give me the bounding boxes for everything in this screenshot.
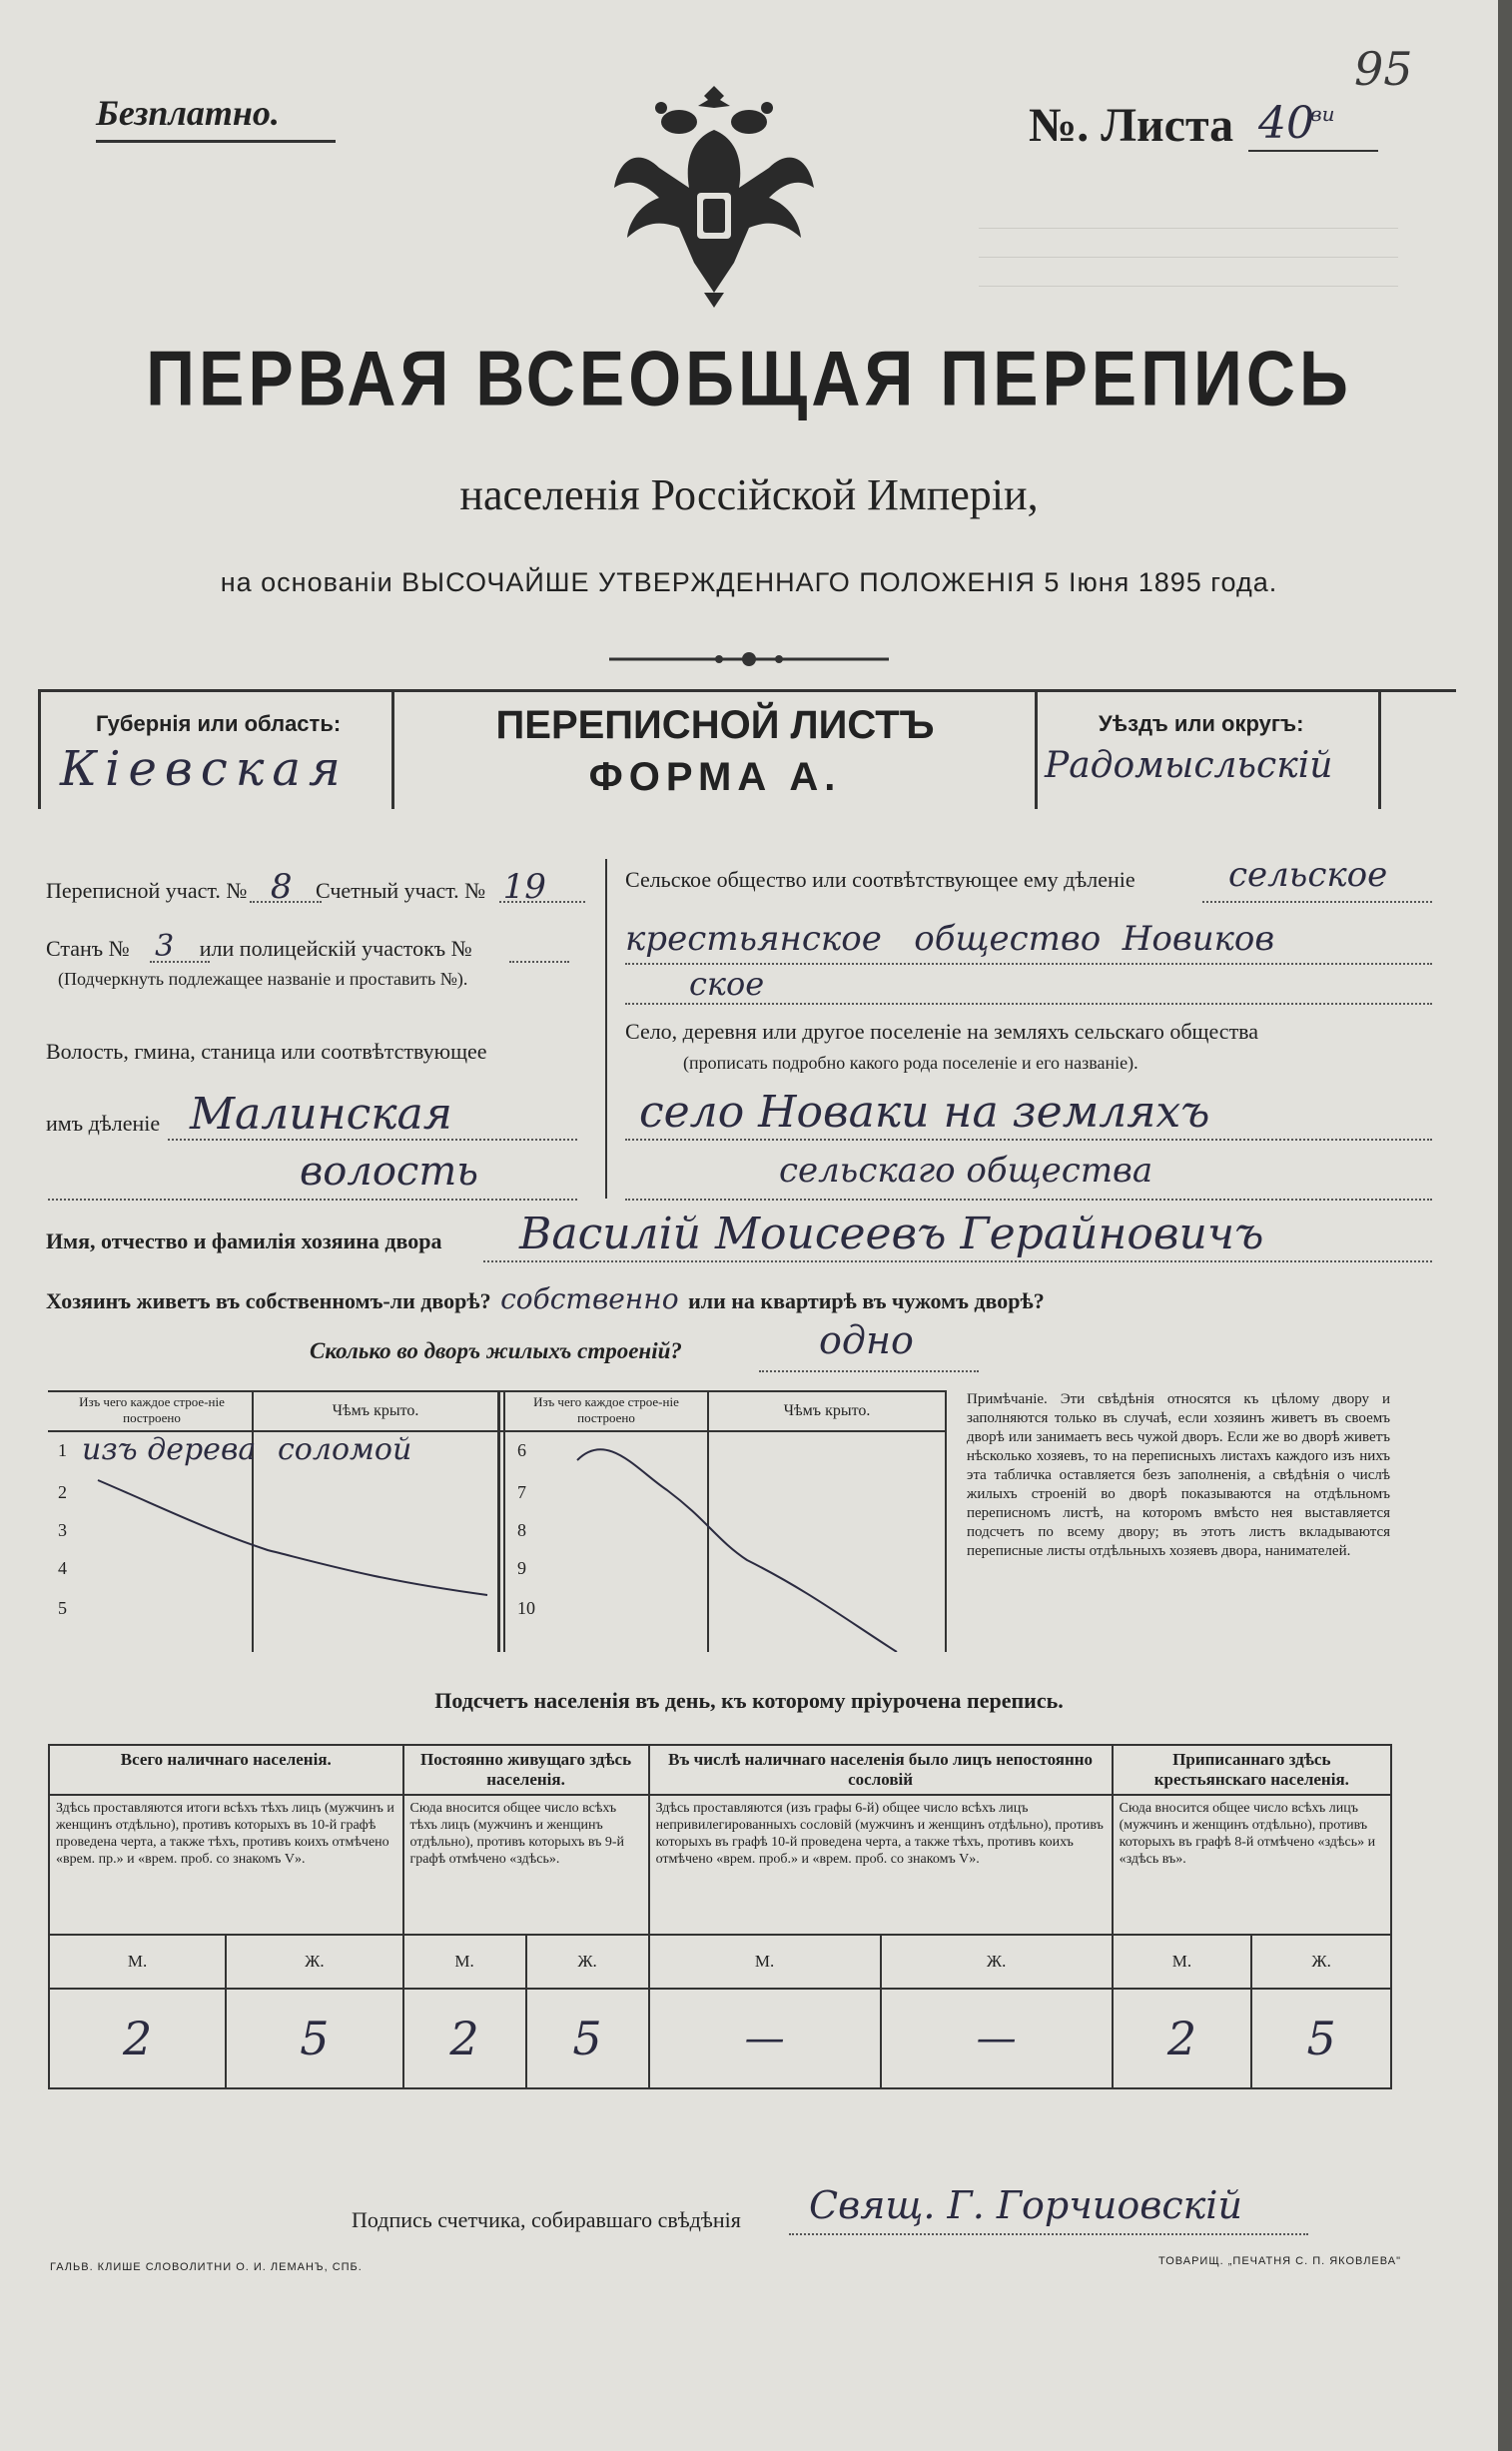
col2-title-text: Постоянно живущаго здѣсь населенія. bbox=[419, 1750, 632, 1789]
col4-f-value bbox=[1251, 1989, 1391, 2088]
stan-underline bbox=[150, 961, 210, 963]
community-underline-3 bbox=[625, 1003, 1432, 1005]
sheet-number-text: №. Листа bbox=[1029, 99, 1234, 152]
village-label: Село, деревня или другое поселеніе на земляхъ сельскаго общества bbox=[625, 1019, 1259, 1044]
volost-underline-2 bbox=[48, 1199, 577, 1201]
population-heading: Подсчетъ населенія въ день, къ которому пріурочена перепись. bbox=[434, 1688, 1064, 1713]
row-num-1: 1 bbox=[58, 1440, 67, 1460]
residence-value: собственно bbox=[500, 1282, 679, 1315]
census-section-label: Переписной участ. № bbox=[46, 878, 248, 903]
roof-header-left: Чѣмъ крыто. bbox=[332, 1402, 419, 1419]
form-header-right-divider bbox=[1035, 689, 1038, 809]
col1-f-label: Ж. bbox=[226, 1935, 402, 1989]
row-num-7: 7 bbox=[517, 1482, 526, 1502]
col1-m-label: М. bbox=[49, 1935, 226, 1989]
sheet-number-value: 40 bbox=[1258, 98, 1314, 149]
volost-underline-1 bbox=[168, 1139, 577, 1141]
form-title: ПЕРЕПИСНОЙ ЛИСТЪ bbox=[495, 703, 935, 747]
residence-label-2: или на квартирѣ въ чужомъ дворѣ? bbox=[688, 1288, 1045, 1313]
form-header-right-edge bbox=[1378, 689, 1381, 809]
form-subtitle: ФОРМА А. bbox=[588, 755, 842, 799]
stan-field bbox=[46, 929, 472, 964]
col1-f-value bbox=[226, 1989, 402, 2088]
stan-or-label: или полицейскій участокъ № bbox=[199, 936, 472, 961]
population-table bbox=[48, 1744, 1392, 2089]
village-underline-1 bbox=[625, 1139, 1432, 1141]
counting-section-value: 19 bbox=[502, 867, 546, 907]
col1-m-value-text: 2 bbox=[122, 2012, 153, 2065]
col2-f-label: Ж. bbox=[526, 1935, 649, 1989]
col2-f-value-text: 5 bbox=[572, 2012, 602, 2065]
row-num-2: 2 bbox=[58, 1482, 67, 1502]
main-title: ПЕРВАЯ ВСЕОБЩАЯ ПЕРЕПИСЬ bbox=[146, 335, 1352, 422]
volost-label-1: Волость, гмина, станица или соотвѣтствующее bbox=[46, 1039, 487, 1064]
residence-label-1: Хозяинъ живетъ въ собственномъ-ли дворѣ? bbox=[46, 1288, 491, 1313]
footer-left: ГАЛЬВ. КЛИШЕ СЛОВОЛИТНИ О. И. ЛЕМАНЪ, СПБ. bbox=[50, 2261, 363, 2273]
owner-name-value: Василій Моисеевъ Герайновичъ bbox=[519, 1209, 1264, 1259]
row-num-10: 10 bbox=[517, 1598, 535, 1618]
free-underline bbox=[96, 140, 336, 143]
col2-f-value bbox=[526, 1989, 649, 2088]
buildings-table bbox=[48, 1390, 947, 1652]
col2-title bbox=[403, 1745, 649, 1795]
col4-f-value-text: 5 bbox=[1306, 2012, 1336, 2065]
fields-divider bbox=[605, 859, 607, 1199]
buildings-label: Сколько во дворъ жилыхъ строеній? bbox=[310, 1338, 682, 1363]
village-value-1: село Новаки на земляхъ bbox=[639, 1087, 1210, 1138]
col1-desc bbox=[49, 1795, 403, 1935]
row-num-3: 3 bbox=[58, 1520, 67, 1540]
buildings-underline bbox=[759, 1370, 979, 1372]
community-value-1: сельское bbox=[1228, 855, 1388, 895]
col3-m-value-text: — bbox=[744, 2016, 785, 2061]
owner-name-label: Имя, отчество и фамилія хозяина двора bbox=[46, 1228, 442, 1253]
row-num-4: 4 bbox=[58, 1558, 67, 1578]
col3-title bbox=[649, 1745, 1113, 1795]
col3-f-value-text: — bbox=[976, 2016, 1017, 2061]
district-value: Радомысльскій bbox=[1045, 745, 1333, 786]
sheet-number-underline bbox=[1248, 150, 1378, 152]
col4-title-text: Приписаннаго здѣсь крестьянскаго населенія. bbox=[1153, 1750, 1349, 1789]
census-section-value: 8 bbox=[270, 867, 293, 907]
subtitle: населенія Россійской Имперіи, bbox=[459, 470, 1039, 519]
col4-m-label: М. bbox=[1113, 1935, 1252, 1989]
form-header-left-edge bbox=[38, 689, 41, 809]
col3-f-label: Ж. bbox=[881, 1935, 1113, 1989]
volost-label-2: имъ дѣленіе bbox=[46, 1111, 161, 1136]
province-value: Кіевская bbox=[60, 741, 349, 797]
row-num-9: 9 bbox=[517, 1558, 526, 1578]
buildings-note: Примѣчаніе. Эти свѣдѣнія относятся къ цѣлому двору и заполняются только въ случаѣ, если хозяинъ живетъ въ своемъ дворѣ или занимаетъ весь чужой дворъ. Если же во дворѣ живетъ нѣсколько хозяевъ, то на переписныхъ листахъ каждого изъ нихъ эта табличка оставляется безъ заполненія, а свѣдѣнія о числѣ жилыхъ строеній во дворѣ показываются на отдѣльномъ переписномъ листѣ, на которомъ вмѣсто нея выставляется подсчетъ по всему двору; въ этотъ листъ вкладываются переписные листы отдѣльныхъ хозяевъ двора, нанимателей. bbox=[967, 1391, 1390, 1559]
community-value-3: ское bbox=[689, 965, 765, 1003]
district-label: Уѣздъ или округъ: bbox=[1099, 711, 1304, 736]
sheet-number-suffix: ви bbox=[1310, 102, 1335, 126]
strike-through-marks bbox=[48, 1390, 947, 1652]
footer-right: ТОВАРИЩ. „ПЕЧАТНЯ С. П. ЯКОВЛЕВА" bbox=[1158, 2255, 1401, 2267]
col2-m-value-text: 2 bbox=[449, 2012, 479, 2065]
page-mark: 95 bbox=[1354, 42, 1413, 96]
row-num-8: 8 bbox=[517, 1520, 526, 1540]
col3-desc bbox=[649, 1795, 1113, 1935]
double-headed-eagle-emblem bbox=[599, 78, 829, 318]
signature-label: Подпись счетчика, собиравшаго свѣдѣнія bbox=[352, 2207, 741, 2232]
material-header-right: Изъ чего каждое строе-ніе построено bbox=[533, 1394, 679, 1425]
col4-title bbox=[1113, 1745, 1391, 1795]
material-header-left: Изъ чего каждое строе-ніе построено bbox=[79, 1394, 225, 1425]
volost-value-2: волость bbox=[300, 1149, 479, 1195]
village-note: (прописать подробно какого рода поселеніе и его названіе). bbox=[683, 1053, 1138, 1073]
signature-value: Свящ. Г. Горчиовскій bbox=[809, 2183, 1242, 2227]
form-header-top-rule bbox=[38, 689, 1456, 692]
village-underline-2 bbox=[625, 1199, 1432, 1201]
col2-m-value bbox=[403, 1989, 526, 2088]
col4-m-value bbox=[1113, 1989, 1252, 2088]
page-edge bbox=[1498, 0, 1512, 2451]
row1-material: изъ дерева bbox=[82, 1432, 257, 1467]
col1-desc-text: Здѣсь проставляются итоги всѣхъ тѣхъ лицъ (мужчинъ и женщинъ отдѣльно), противъ которыхъ въ 10-й графѣ проведена черта, а также тѣхъ, противъ коихъ отмѣчено «врем. пр.» и «врем. проб. со знакомъ V». bbox=[56, 1801, 394, 1867]
col3-m-value bbox=[649, 1989, 881, 2088]
col1-title-text: Всего наличнаго населенія. bbox=[120, 1750, 332, 1769]
signature-underline bbox=[789, 2233, 1308, 2235]
col4-desc bbox=[1113, 1795, 1391, 1935]
community-value-2: крестьянское общество Новиков bbox=[625, 919, 1275, 959]
volost-value-1: Малинская bbox=[190, 1089, 452, 1140]
col3-title-text: Въ числѣ наличнаго населенія было лицъ непостоянно сословій bbox=[668, 1750, 1094, 1789]
free-label: Безплатно. bbox=[96, 93, 280, 133]
legal-basis: на основаніи ВЫСОЧАЙШЕ УТВЕРЖДЕННАГО ПОЛОЖЕНІЯ 5 Іюня 1895 года. bbox=[220, 567, 1278, 597]
col4-desc-text: Сюда вносится общее число всѣхъ лицъ (мужчинъ и женщинъ отдѣльно), противъ которыхъ въ графѣ 8-й отмѣчено «здѣсь» и «здѣсь въ». bbox=[1119, 1801, 1376, 1867]
village-value-2: сельскаго общества bbox=[779, 1151, 1153, 1191]
community-underline-1 bbox=[1202, 901, 1432, 903]
province-label: Губернія или область: bbox=[96, 711, 342, 736]
counting-section-underline bbox=[499, 901, 585, 903]
ornament-divider bbox=[599, 647, 899, 671]
stan-note: (Подчеркнуть подлежащее названіе и проставить №). bbox=[58, 969, 468, 989]
counting-section-label: Счетный участ. № bbox=[315, 878, 486, 903]
row-num-6: 6 bbox=[517, 1440, 526, 1460]
row1-roof: соломой bbox=[278, 1432, 412, 1467]
col2-desc-text: Сюда вносится общее число всѣхъ тѣхъ лицъ (мужчинъ и женщинъ отдѣльно), противъ которыхъ въ 9-й графѣ отмѣчено «здѣсь». bbox=[409, 1801, 625, 1867]
col1-m-value bbox=[49, 1989, 226, 2088]
community-label: Сельское общество или соотвѣтствующее ему дѣленіе bbox=[625, 867, 1135, 892]
roof-header-right: Чѣмъ крыто. bbox=[783, 1402, 871, 1419]
census-section-underline bbox=[250, 901, 322, 903]
stan-value: 3 bbox=[155, 929, 175, 964]
col3-desc-text: Здѣсь проставляются (изъ графы 6-й) общее число всѣхъ лицъ непривилегированныхъ сословій (мужчинъ и женщинъ отдѣльно), противъ которыхъ въ графѣ 10-й проведена черта, а также тѣхъ, противъ коихъ отмѣчено «врем. проб.» и «врем. проб. со знакомъ V». bbox=[655, 1801, 1104, 1867]
col2-desc bbox=[403, 1795, 649, 1935]
col3-f-value bbox=[881, 1989, 1113, 2088]
col1-f-value-text: 5 bbox=[300, 2012, 330, 2065]
col4-f-label: Ж. bbox=[1251, 1935, 1391, 1989]
residence-field bbox=[46, 1282, 1045, 1315]
police-section-underline bbox=[509, 961, 569, 963]
col2-m-label: М. bbox=[403, 1935, 526, 1989]
stan-label: Станъ № bbox=[46, 936, 130, 961]
col4-m-value-text: 2 bbox=[1166, 2012, 1197, 2065]
sheet-number-label bbox=[1029, 98, 1233, 153]
form-header-left-divider bbox=[391, 689, 394, 809]
col1-title bbox=[49, 1745, 403, 1795]
buildings-value: одно bbox=[819, 1318, 914, 1362]
row-num-5: 5 bbox=[58, 1598, 67, 1618]
owner-name-underline bbox=[483, 1260, 1432, 1262]
col3-m-label: М. bbox=[649, 1935, 881, 1989]
